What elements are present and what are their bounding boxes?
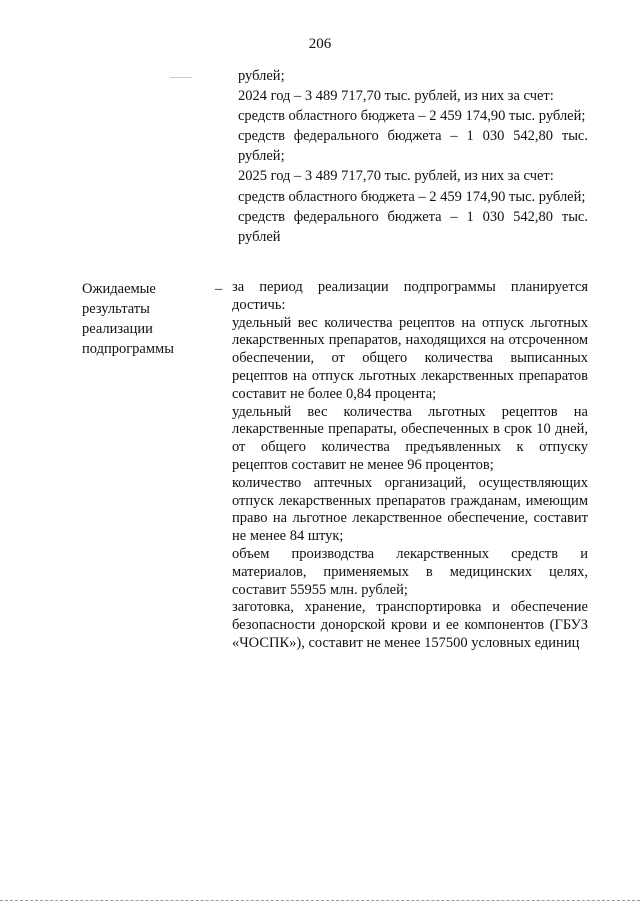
results-paragraph: количество аптечных организаций, осуществляющих отпуск лекарственных препаратов гражданам, имеющим право на льготное лекарственное обеспечение, составит не менее 84 штук; [232,474,588,545]
funding-line: средств областного бюджета – 2 459 174,90 тыс. рублей; [238,108,586,125]
results-paragraph: объем производства лекарственных средств и материалов, применяемых в медицинских целях, составит 55955 млн. рублей; [232,545,588,598]
label-line: реализации [82,321,153,337]
funding-line: средств федерального бюджета – 1 030 542,80 тыс. рублей [238,208,588,245]
funding-line: 2024 год – 3 489 717,70 тыс. рублей, из них за счет: [238,88,554,105]
results-paragraph: удельный вес количества льготных рецептов на лекарственные препараты, обеспеченных в срок 10 дней, от общего количества предъявленных к отпуску рецептов составит не менее 96 процентов; [232,403,588,473]
funding-block [238,66,588,247]
results-paragraph: удельный вес количества рецептов на отпуск льготных лекарственных препаратов, находящихся на отсроченном обеспечении, от общего количества выписанных рецептов на отпуск льготных лекарственных препаратов составит не более 0,84 процента; [232,314,588,402]
page-number: 206 [308,36,332,52]
label-line: Ожидаемые [82,281,156,297]
label-dash: – [215,281,223,297]
scan-mark [170,77,192,78]
results-paragraph: за период реализации подпрограммы планируется достичь: [232,279,588,313]
funding-line: рублей; [238,68,285,84]
label-line: результаты [82,301,150,317]
results-paragraph: заготовка, хранение, транспортировка и обеспечение безопасности донорской крови и ее компонентов (ГБУЗ «ЧОСПК»), составит не менее 157500 условных единиц [232,599,588,651]
funding-line: средств федерального бюджета – 1 030 542,80 тыс. рублей; [238,128,588,165]
results-text [232,279,588,653]
funding-line: 2025 год – 3 489 717,70 тыс. рублей, из них за счет: [238,168,554,185]
bottom-rule [0,900,640,901]
funding-line: средств областного бюджета – 2 459 174,90 тыс. рублей; [238,188,586,205]
label-line: подпрограммы [82,341,174,357]
results-label [82,279,202,359]
